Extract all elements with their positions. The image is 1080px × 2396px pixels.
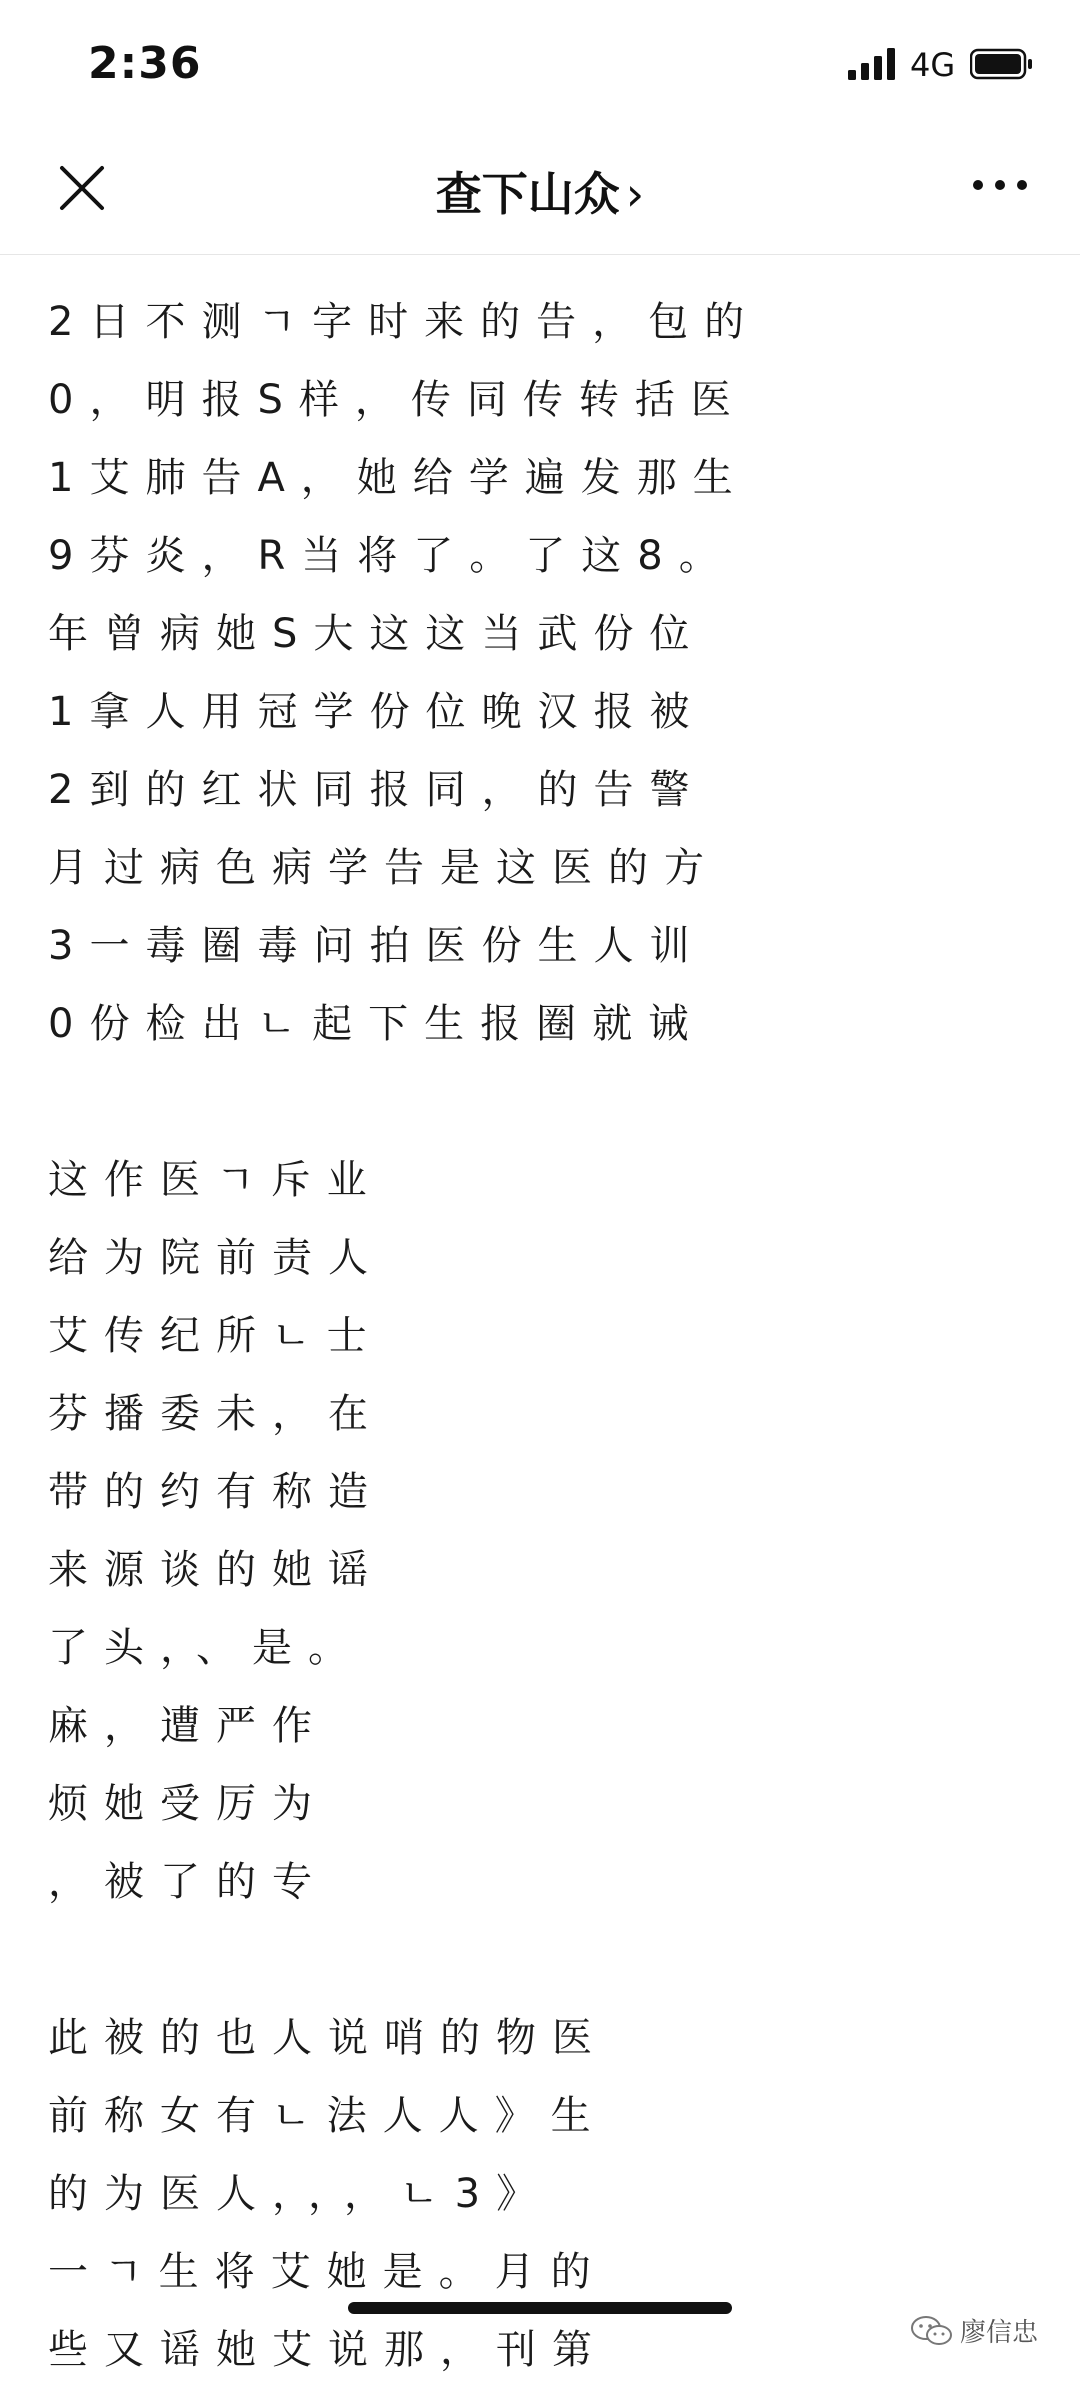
- text-line: 0，明报S样，传同传转括医: [48, 377, 747, 423]
- text-line: 带的约有称造: [48, 1469, 384, 1515]
- text-line: 了头，、是。: [48, 1625, 364, 1671]
- text-line: 9芬炎，R当将了。了这8。: [48, 533, 735, 579]
- text-line: 月过病色病学告是这医的方: [48, 845, 720, 891]
- nav-bar: [0, 130, 1080, 255]
- account-title-link[interactable]: [0, 158, 1080, 224]
- paragraph-gap: [0, 1070, 1080, 1148]
- author-watermark: [910, 2312, 1038, 2349]
- text-line: 一ㄱ生将艾她是。月的: [48, 2249, 607, 2295]
- paragraph-2: [0, 1148, 1080, 1928]
- account-name: 查下山众: [435, 167, 620, 221]
- text-line: 前称女有ㄴ法人人》生: [48, 2093, 607, 2139]
- status-bar: [0, 0, 1080, 130]
- text-line: 0份检出ㄴ起下生报圈就诫: [48, 1001, 705, 1047]
- paragraph-1: [0, 290, 1080, 1070]
- text-line: 麻，遭严作: [48, 1703, 328, 1749]
- text-line: 艾传纪所ㄴ士: [48, 1313, 383, 1359]
- status-time: 2:36: [88, 38, 202, 89]
- author-name: 廖信忠: [960, 2318, 1039, 2348]
- home-indicator[interactable]: [348, 2302, 732, 2314]
- text-line: 这作医ㄱ斥业: [48, 1157, 383, 1203]
- text-line: 芬播委未，在: [48, 1391, 384, 1437]
- text-line: 年曾病她S大这这当武份位: [48, 611, 706, 657]
- battery-icon: [970, 48, 1034, 80]
- wechat-icon: [910, 2314, 954, 2348]
- text-line: 此被的也人说哨的物医: [48, 2015, 608, 2061]
- text-line: 2到的红状同报同，的告警: [48, 767, 706, 813]
- article-body: [0, 290, 1080, 2396]
- text-line: 的为医人，，，ㄴ3》: [48, 2171, 553, 2217]
- text-line: 3一毒圈毒问拍医份生人训: [48, 923, 706, 969]
- text-line: 给为院前责人: [48, 1235, 384, 1281]
- text-line: 烦她受厉为: [48, 1781, 328, 1827]
- more-menu-button[interactable]: [970, 170, 1030, 200]
- text-line: 来源谈的她谣: [48, 1547, 384, 1593]
- network-type: 4G: [910, 46, 956, 84]
- signal-icon: [848, 48, 896, 80]
- text-line: ，被了的专: [48, 1859, 328, 1905]
- paragraph-gap: [0, 1928, 1080, 2006]
- text-line: 2日不测ㄱ字时来的告，包的: [48, 299, 761, 345]
- text-line: 1艾肺告A，她给学遍发那生: [48, 455, 749, 501]
- text-line: 些又谣她艾说那，刊第: [48, 2327, 608, 2373]
- chevron-right-icon: ›: [625, 167, 645, 221]
- text-line: 1拿人用冠学份位晚汉报被: [48, 689, 706, 735]
